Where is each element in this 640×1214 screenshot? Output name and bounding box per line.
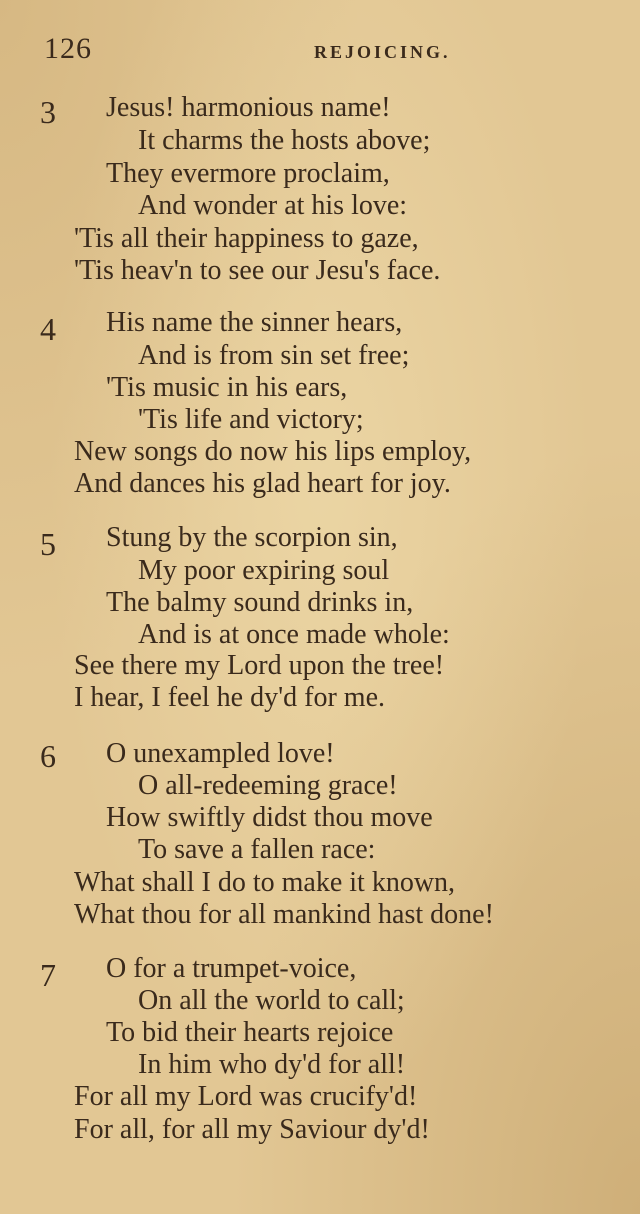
verse-line: For all, for all my Saviour dy'd! xyxy=(74,1114,430,1145)
verse-line: And is at once made whole: xyxy=(138,619,450,650)
page-header xyxy=(44,32,604,72)
stanza-number: 6 xyxy=(40,738,56,774)
verse-line: 'Tis music in his ears, xyxy=(106,372,348,403)
stanza-number: 3 xyxy=(40,94,56,130)
verse-line: My poor expiring soul xyxy=(138,555,390,586)
verse-line: O all-redeeming grace! xyxy=(138,770,398,801)
verse-line: To bid their hearts rejoice xyxy=(106,1017,394,1048)
verse-line: In him who dy'd for all! xyxy=(138,1049,406,1080)
verse-line: And dances his glad heart for joy. xyxy=(74,468,451,499)
verse-line: It charms the hosts above; xyxy=(138,125,431,156)
verse-line: 'Tis heav'n to see our Jesu's face. xyxy=(74,255,441,286)
verse-line: O unexampled love! xyxy=(106,738,335,769)
verse-line: 'Tis all their happiness to gaze, xyxy=(74,223,419,254)
verse-line: The balmy sound drinks in, xyxy=(106,587,414,618)
verse-line: O for a trumpet-voice, xyxy=(106,953,357,984)
verse-line: How swiftly didst thou move xyxy=(106,802,433,833)
stanza-number: 7 xyxy=(40,957,56,993)
verse-line: Stung by the scorpion sin, xyxy=(106,522,398,553)
verse-line: His name the sinner hears, xyxy=(106,307,403,338)
verse-line: And wonder at his love: xyxy=(138,190,408,221)
verse-line: What shall I do to make it known, xyxy=(74,867,456,898)
verse-line: What thou for all mankind hast done! xyxy=(74,899,494,930)
verse-line: And is from sin set free; xyxy=(138,340,410,371)
verse-line: Jesus! harmonious name! xyxy=(106,92,391,123)
verse-line: On all the world to call; xyxy=(138,985,405,1016)
stanza-number: 5 xyxy=(40,526,56,562)
page-number: 126 xyxy=(44,32,92,65)
verse-line: 'Tis life and victory; xyxy=(138,404,364,435)
running-head: REJOICING. xyxy=(314,42,451,62)
verse-line: See there my Lord upon the tree! xyxy=(74,650,445,681)
verse-line: I hear, I feel he dy'd for me. xyxy=(74,682,385,713)
verse-line: To save a fallen race: xyxy=(138,834,376,865)
stanza-number: 4 xyxy=(40,311,56,347)
verse-line: For all my Lord was crucify'd! xyxy=(74,1081,418,1112)
verse-line: New songs do now his lips employ, xyxy=(74,436,472,467)
verse-line: They evermore proclaim, xyxy=(106,158,390,189)
